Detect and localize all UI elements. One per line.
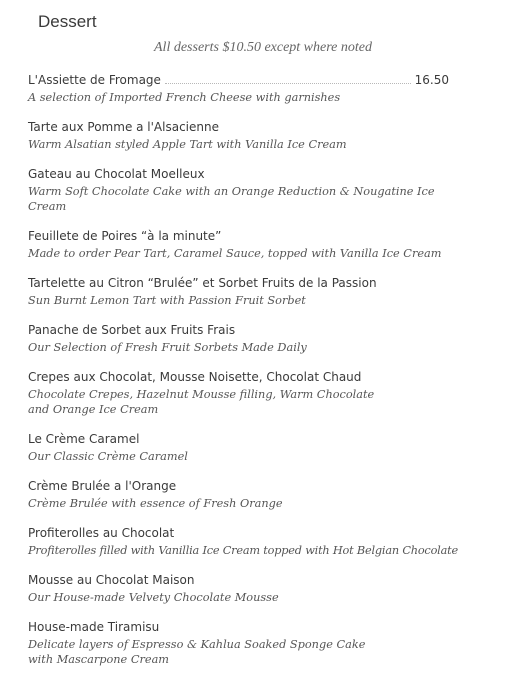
- section-title: Dessert: [38, 12, 97, 31]
- menu-item: [28, 119, 458, 152]
- menu-item-name: Crepes aux Chocolat, Mousse Noisette, Chocolat Chaud: [28, 370, 362, 384]
- menu-item-name: Gateau au Chocolat Moelleux: [28, 167, 205, 181]
- menu-item-description: A selection of Imported French Cheese with garnishes: [28, 91, 341, 104]
- menu-item-name: Le Crème Caramel: [28, 432, 140, 446]
- menu-item-name: Tarte aux Pomme a l'Alsacienne: [28, 120, 219, 134]
- menu-item-name: House-made Tiramisu: [28, 620, 160, 634]
- menu-item-description: Profiterolles filled with Vanillia Ice Cream topped with Hot Belgian Chocolate: [28, 544, 458, 557]
- pricing-note: All desserts $10.50 except where noted: [154, 40, 372, 55]
- menu-item-name: Crème Brulée a l'Orange: [28, 479, 177, 493]
- menu-item-name: L'Assiette de Fromage: [28, 73, 161, 87]
- menu-item-price: 16.50: [414, 73, 449, 87]
- dot-leader: [165, 82, 411, 84]
- menu-item-description: Our Selection of Fresh Fruit Sorbets Made Daily: [28, 341, 307, 354]
- menu-item: [28, 478, 458, 511]
- menu-item: [28, 228, 458, 261]
- menu-item-description: Our Classic Crème Caramel: [28, 450, 188, 463]
- menu-item-description: Warm Alsatian styled Apple Tart with Vanilla Ice Cream: [28, 138, 347, 151]
- menu-item-header: [28, 72, 449, 88]
- menu-item: [28, 166, 458, 214]
- menu-item: [28, 72, 458, 105]
- menu-item-name: Tartelette au Citron “Brulée” et Sorbet Fruits de la Passion: [28, 276, 377, 290]
- menu-item-list: [28, 72, 458, 681]
- menu-item-description: Made to order Pear Tart, Caramel Sauce, topped with Vanilla Ice Cream: [28, 247, 442, 260]
- menu-item-name: Mousse au Chocolat Maison: [28, 573, 195, 587]
- menu-item-description: Warm Soft Chocolate Cake with an Orange Reduction & Nougatine Ice Cream: [28, 185, 435, 213]
- menu-item-name: Panache de Sorbet aux Fruits Frais: [28, 323, 236, 337]
- menu-item: [28, 322, 458, 355]
- menu-item-name: Feuillete de Poires “à la minute”: [28, 229, 222, 243]
- menu-item: [28, 572, 458, 605]
- menu-item: [28, 369, 458, 417]
- menu-item: [28, 431, 458, 464]
- menu-item-description: Our House-made Velvety Chocolate Mousse: [28, 591, 279, 604]
- menu-item-name: Profiterolles au Chocolat: [28, 526, 175, 540]
- menu-item-description: Delicate layers of Espresso & Kahlua Soaked Sponge Cake with Mascarpone Cream: [28, 638, 366, 666]
- menu-item-description: Chocolate Crepes, Hazelnut Mousse filling, Warm Chocolate and Orange Ice Cream: [28, 388, 375, 416]
- menu-item: [28, 525, 458, 558]
- menu-item: [28, 619, 458, 667]
- menu-item-description: Sun Burnt Lemon Tart with Passion Fruit Sorbet: [28, 294, 306, 307]
- menu-item-description: Crème Brulée with essence of Fresh Orange: [28, 497, 283, 510]
- menu-item: [28, 275, 458, 308]
